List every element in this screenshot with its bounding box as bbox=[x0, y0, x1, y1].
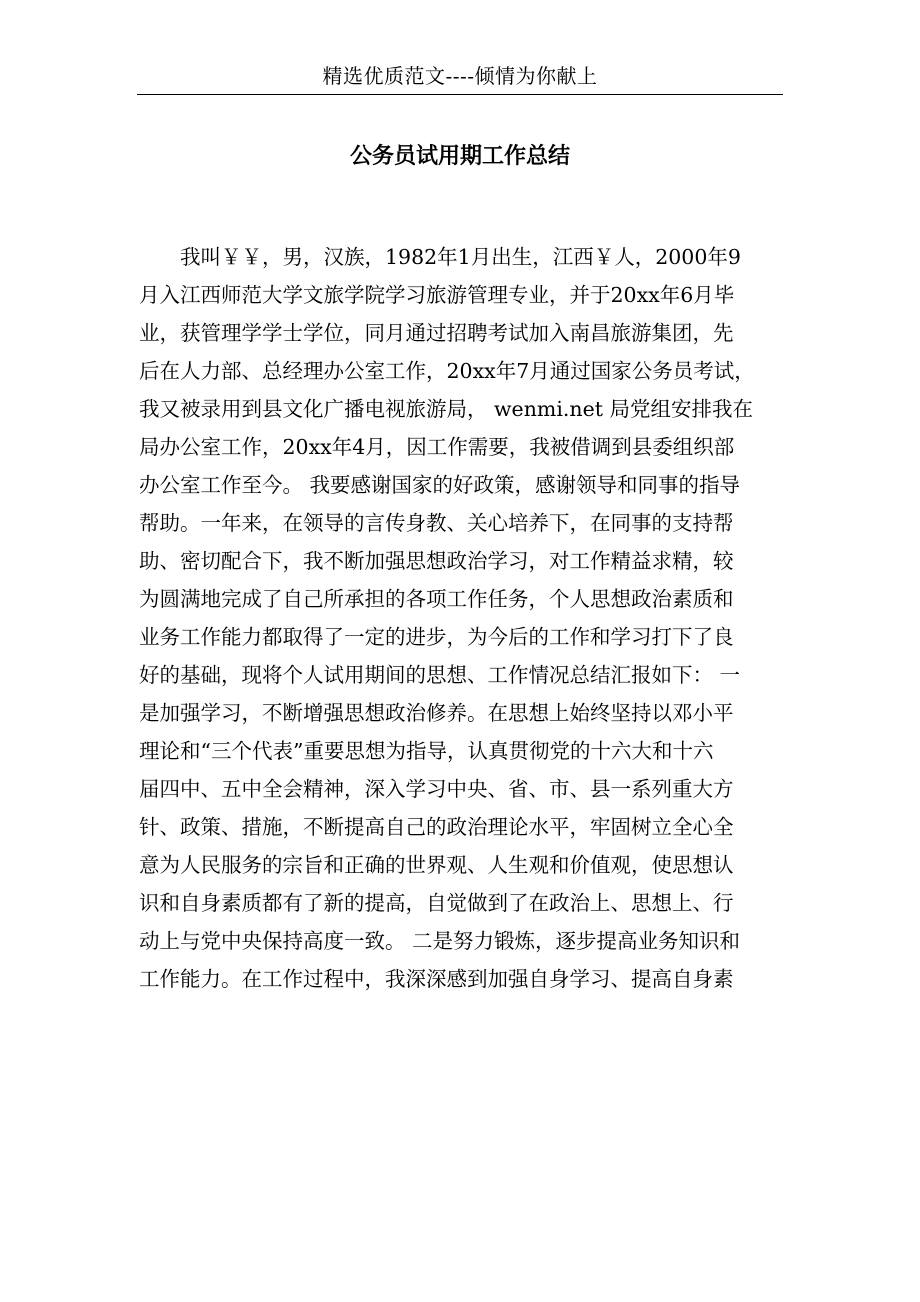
body-line: 动上与党中央保持高度一致。 二是努力锻炼，逐步提高业务知识和 bbox=[139, 929, 741, 953]
page-header: 精选优质范文----倾情为你献上 bbox=[322, 64, 598, 88]
body-line: 我叫￥￥，男，汉族，1982年1月出生，江西￥人，2000年9 bbox=[139, 245, 741, 269]
body-line: 我又被录用到县文化广播电视旅游局， wenmi.net 局党组安排我在 bbox=[139, 397, 753, 421]
body-line: 针、政策、措施，不断提高自己的政治理论水平，牢固树立全心全 bbox=[139, 815, 734, 839]
header-divider bbox=[137, 94, 783, 95]
document-body bbox=[139, 238, 789, 998]
body-line: 届四中、五中全会精神，深入学习中央、省、市、县一系列重大方 bbox=[139, 777, 734, 801]
body-line: 月入江西师范大学文旅学院学习旅游管理专业，并于20xx年6月毕 bbox=[139, 283, 735, 307]
body-line: 识和自身素质都有了新的提高，自觉做到了在政治上、思想上、行 bbox=[139, 891, 734, 915]
body-line: 好的基础，现将个人试用期间的思想、工作情况总结汇报如下： 一 bbox=[139, 663, 741, 687]
body-line: 帮助。一年来，在领导的言传身教、关心培养下，在同事的支持帮 bbox=[139, 511, 734, 535]
document-title: 公务员试用期工作总结 bbox=[349, 143, 570, 169]
body-line: 局办公室工作，20xx年4月，因工作需要，我被借调到县委组织部 bbox=[139, 435, 735, 459]
body-line: 为圆满地完成了自己所承担的各项工作任务，个人思想政治素质和 bbox=[139, 587, 734, 611]
body-line: 业，获管理学学士学位，同月通过招聘考试加入南昌旅游集团，先 bbox=[139, 321, 734, 345]
body-line: 后在人力部、总经理办公室工作，20xx年7月通过国家公务员考试， bbox=[139, 359, 755, 383]
body-line: 是加强学习，不断增强思想政治修养。在思想上始终坚持以邓小平 bbox=[139, 701, 734, 725]
body-line: 助、密切配合下，我不断加强思想政治学习，对工作精益求精，较 bbox=[139, 549, 734, 573]
body-line: 意为人民服务的宗旨和正确的世界观、人生观和价值观，使思想认 bbox=[139, 853, 734, 877]
body-line: 理论和“三个代表”重要思想为指导，认真贯彻党的十六大和十六 bbox=[139, 739, 714, 763]
body-line: 业务工作能力都取得了一定的进步，为今后的工作和学习打下了良 bbox=[139, 625, 734, 649]
body-line: 工作能力。在工作过程中，我深深感到加强自身学习、提高自身素 bbox=[139, 967, 734, 991]
body-line: 办公室工作至今。 我要感谢国家的好政策，感谢领导和同事的指导 bbox=[139, 473, 741, 497]
